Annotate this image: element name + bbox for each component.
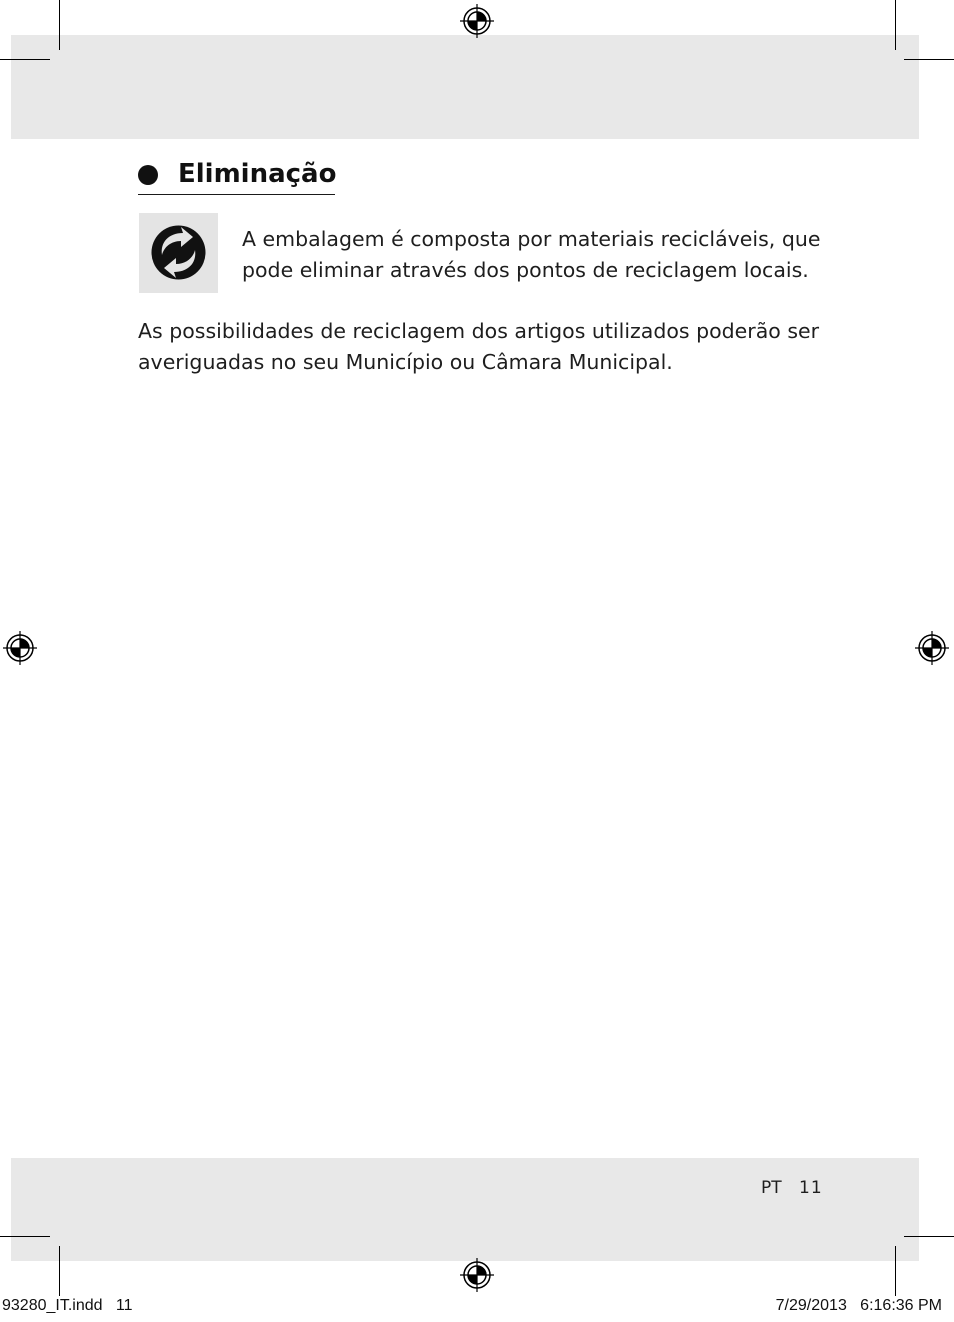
crop-mark-top-right-horizontal: [904, 59, 954, 60]
crop-mark-bottom-left-vertical: [59, 1246, 60, 1296]
registration-mark-icon: [915, 631, 949, 665]
recycling-paragraph: As possibilidades de reciclagem dos artigos utilizados poderão ser averiguadas no seu Município ou Câmara Municipal.: [138, 319, 820, 374]
green-dot-recycling-icon: [139, 213, 218, 293]
page-language: PT: [761, 1178, 782, 1198]
registration-mark-icon: [460, 4, 494, 38]
crop-mark-bottom-right-horizontal: [904, 1236, 954, 1237]
header-band: [11, 35, 919, 139]
bullet-icon: [138, 165, 158, 185]
registration-mark-icon: [460, 1258, 494, 1292]
section-heading: [138, 156, 335, 195]
crop-mark-top-left-vertical: [59, 0, 60, 50]
packaging-paragraph: A embalagem é composta por materiais recicláveis, que pode eliminar através dos pontos de reciclagem locais.: [242, 227, 821, 282]
section-title: Eliminação: [178, 159, 337, 189]
footer-band: [11, 1158, 919, 1261]
slug-file-info: 93280_IT.indd 11: [2, 1297, 133, 1314]
crop-mark-top-right-vertical: [895, 0, 896, 50]
crop-mark-top-left-horizontal: [0, 59, 50, 60]
crop-mark-bottom-right-vertical: [895, 1246, 896, 1296]
registration-mark-icon: [3, 631, 37, 665]
crop-mark-bottom-left-horizontal: [0, 1236, 50, 1237]
page-number: 11: [799, 1178, 823, 1198]
slug-timestamp: 7/29/2013 6:16:36 PM: [775, 1297, 942, 1314]
